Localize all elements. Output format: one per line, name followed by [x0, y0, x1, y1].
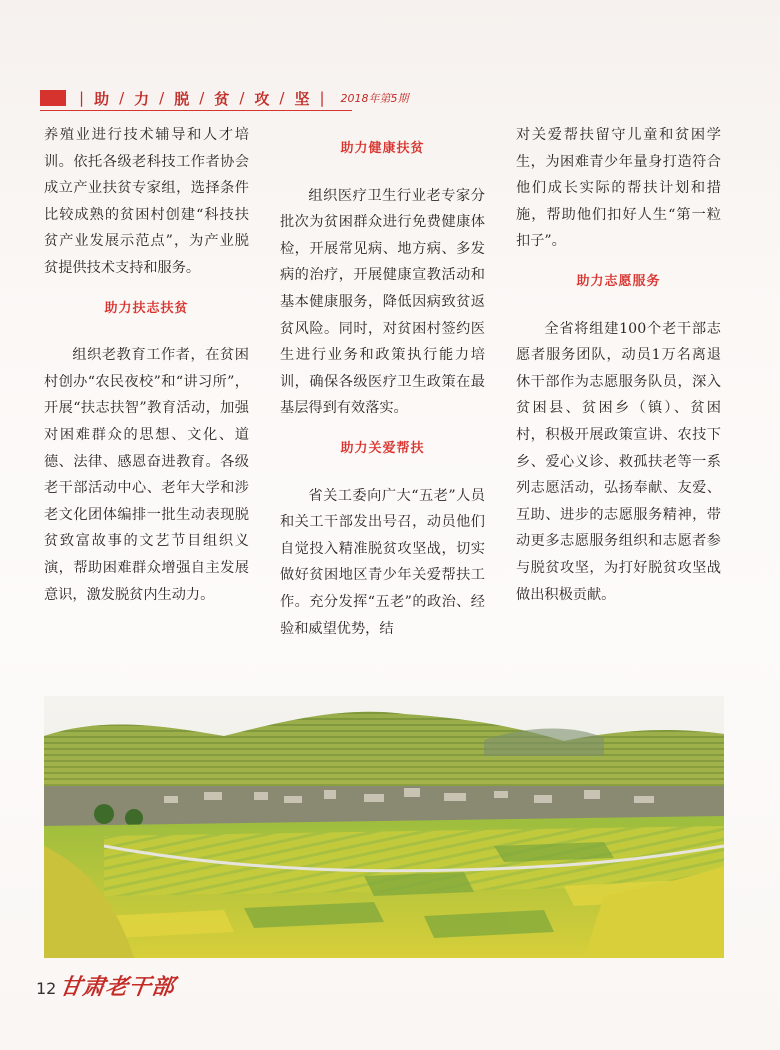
section-title-char: 助: [94, 89, 111, 108]
section-title-char: 攻: [254, 89, 271, 108]
page-number: 12: [36, 979, 57, 998]
article-column-3: [516, 122, 721, 608]
page-footer: [36, 970, 436, 1010]
section-title-char: 贫: [214, 89, 231, 108]
paragraph: 组织老教育工作者，在贫困村创办“农民夜校”和“讲习所”，开展“扶志扶智”教育活动，加强对困难群众的思想、文化、道德、法律、感恩奋进教育。各级老干部活动中心、老年大学和涉老文化团体编排一批生动表现脱贫致富故事的文艺节目组织义演，帮助困难群众增强自主发展意识，激发脱贫内生动力。: [44, 347, 249, 603]
landscape-photo: [44, 696, 724, 958]
section-title-char: 坚: [294, 89, 311, 108]
paragraph: 省关工委向广大“五老”人员和关工干部发出号召，动员他们自觉投入精准脱贫攻坚战，切实做好贫困地区青少年关爱帮扶工作。充分发挥“五老”的政治、经验和威望优势，结: [280, 487, 485, 637]
header-rule: [40, 110, 352, 111]
section-title-char: 脱: [174, 89, 191, 108]
magazine-title: 甘肃老干部: [58, 974, 177, 1000]
section-title-char: 力: [134, 89, 151, 108]
paragraph: 对关爱帮扶留守儿童和贫困学生，为困难青少年量身打造符合他们成长实际的帮扶计划和措施，帮助他们扣好人生“第一粒扣子”。: [516, 127, 721, 250]
section-heading: 助力健康扶贫: [340, 141, 425, 156]
article-column-2: [280, 122, 485, 642]
section-title: | 助 / 力 / 脱 / 贫 / 攻 / 坚 |: [79, 89, 326, 108]
section-heading: 助力志愿服务: [576, 273, 661, 289]
paragraph: 养殖业进行技术辅导和人才培训。依托各级老科技工作者协会成立产业扶贫专家组，选择条件比较成熟的贫困村创建“科技扶贫产业发展示范点”，为产业脱贫提供技术支持和服务。: [44, 127, 249, 276]
section-heading: 助力关爱帮扶: [340, 440, 425, 456]
section-header: [40, 86, 440, 110]
section-heading: 助力扶志扶贫: [104, 300, 189, 316]
header-color-block: [40, 90, 66, 106]
paragraph: 组织医疗卫生行业老专家分批次为贫困群众进行免费健康体检，开展常见病、地方病、多发病的治疗，开展健康宣教活动和基本健康服务，降低因病致贫返贫风险。同时，对贫困村签约医生进行业务和政策执行能力培训，确保各级医疗卫生政策在最基层得到有效落实。: [280, 187, 485, 417]
paragraph: 全省将组建100个老干部志愿者服务团队，动员1万名离退休干部作为志愿服务队员，深入贫困县、贫困乡（镇）、贫困村，积极开展政策宣讲、农技下乡、爱心义诊、救孤扶老等一系列志愿活动，弘扬奉献、友爱、互助、进步的志愿服务精神，带动更多志愿服务组织和志愿者参与脱贫攻坚，为打好脱贫攻坚战做出积极贡献。: [516, 320, 721, 603]
article-column-1: [44, 122, 249, 608]
issue-label: 2018年第5期: [340, 92, 409, 105]
